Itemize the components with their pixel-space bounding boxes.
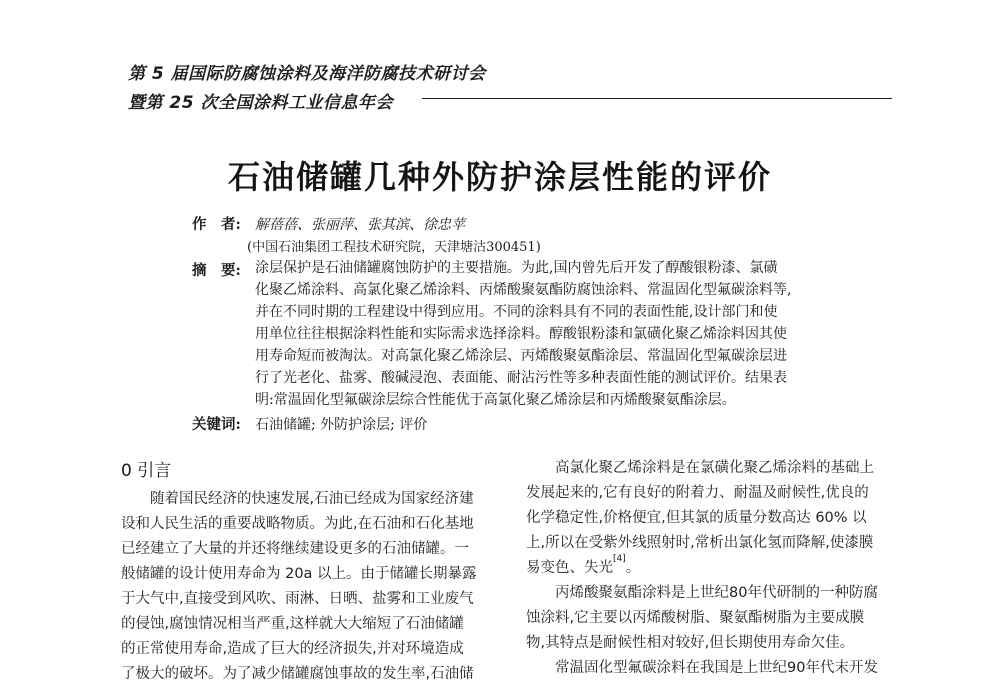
- left-col-line: 般储罐的设计使用寿命为 20a 以上。由于储罐长期暴露: [121, 566, 477, 582]
- right-col-line: 高氯化聚乙烯涂料是在氯磺化聚乙烯涂料的基础上: [555, 460, 874, 476]
- citation-ref: [4]: [613, 554, 626, 564]
- right-col-line: 丙烯酸聚氨酯涂料是上世纪80年代研制的一种防腐: [555, 585, 878, 601]
- right-col-line: 化学稳定性,价格便宜,但其氯的质量分数高达 60% 以: [526, 510, 867, 526]
- abstract-line: 用单位往往根据涂料性能和实际需求选择涂料。醇酸银粉漆和氯磺化聚乙烯涂料因其使: [255, 326, 787, 342]
- abstract-body: [255, 257, 791, 411]
- left-col-line: 随着国民经济的快速发展,石油已经成为国家经济建: [150, 491, 474, 507]
- author-names: 解蓓蓓、张丽萍、张其滨、徐忠苹: [255, 217, 465, 233]
- header-rule: [422, 98, 892, 99]
- abstract-line: 用寿命短而被淘汰。对高氯化聚乙烯涂层、丙烯酸聚氨酯涂层、常温固化型氟碳涂层进: [255, 348, 787, 364]
- right-col-line: 常温固化型氟碳涂料在我国是上世纪90年代末开发: [555, 660, 878, 676]
- left-col-line: 的侵蚀,腐蚀情况相当严重,这样就大大缩短了石油储罐: [121, 616, 464, 632]
- abstract-line: 明:常温固化型氟碳涂层综合性能优于高氯化聚乙烯涂层和丙烯酸聚氨酯涂层。: [255, 392, 736, 408]
- right-col-line: 蚀涂料,它主要以丙烯酸树脂、聚氨酯树脂为主要成膜: [526, 610, 865, 626]
- left-col-line: 设和人民生活的重要战略物质。为此,在石油和石化基地: [121, 516, 474, 532]
- abstract-label: 摘 要:: [192, 262, 241, 279]
- abstract-line: 并在不同时期的工程建设中得到应用。不同的涂料具有不同的表面性能,设计部门和使: [255, 304, 778, 320]
- left-col-line: 已经建立了大量的并还将继续建设更多的石油储罐。一: [121, 541, 469, 557]
- section-heading: 0 引言: [121, 461, 172, 481]
- keywords-text: 石油储罐; 外防护涂层; 评价: [255, 417, 428, 433]
- left-col-line: 于大气中,直接受到风吹、雨淋、日晒、盐雾和工业废气: [121, 591, 474, 607]
- authors-label: 作 者:: [192, 216, 241, 233]
- paper-title: 石油储罐几种外防护涂层性能的评价: [227, 158, 772, 196]
- left-col-line: 的正常使用寿命,造成了巨大的经济损失,并对环境造成: [121, 641, 464, 657]
- right-col-line: 物,其特点是耐候性相对较好,但长期使用寿命欠佳。: [526, 635, 855, 651]
- right-col-line: 上,所以在受紫外线照射时,常析出氯化氢而降解,使漆膜: [526, 535, 874, 551]
- citation-tail: 。: [625, 560, 641, 576]
- conference-line-2: 暨第 25 次全国涂料工业信息年会: [128, 93, 393, 113]
- conference-line-1: 第 5 届国际防腐蚀涂料及海洋防腐技术研讨会: [128, 64, 486, 84]
- right-col-text: 易变色、失光: [526, 560, 613, 576]
- left-col-line: 了极大的破坏。为了减少储罐腐蚀事故的发生率,石油储: [121, 666, 474, 682]
- abstract-line: 涂层保护是石油储罐腐蚀防护的主要措施。为此,国内曾先后开发了醇酸银粉漆、氯磺: [255, 260, 778, 276]
- keywords-label: 关键词:: [192, 416, 241, 433]
- right-col-line-with-citation: [526, 556, 640, 577]
- abstract-line: 行了光老化、盐雾、酸碱浸泡、表面能、耐沾污性等多种表面性能的测试评价。结果表: [255, 370, 787, 386]
- abstract-line: 化聚乙烯涂料、高氯化聚乙烯涂料、丙烯酸聚氨酯防腐蚀涂料、常温固化型氟碳涂料等,: [255, 282, 792, 298]
- author-affiliation: (中国石油集团工程技术研究院，天津塘沽300451): [247, 240, 541, 255]
- right-col-line: 发展起来的,它有良好的附着力、耐温及耐候性,优良的: [526, 485, 869, 501]
